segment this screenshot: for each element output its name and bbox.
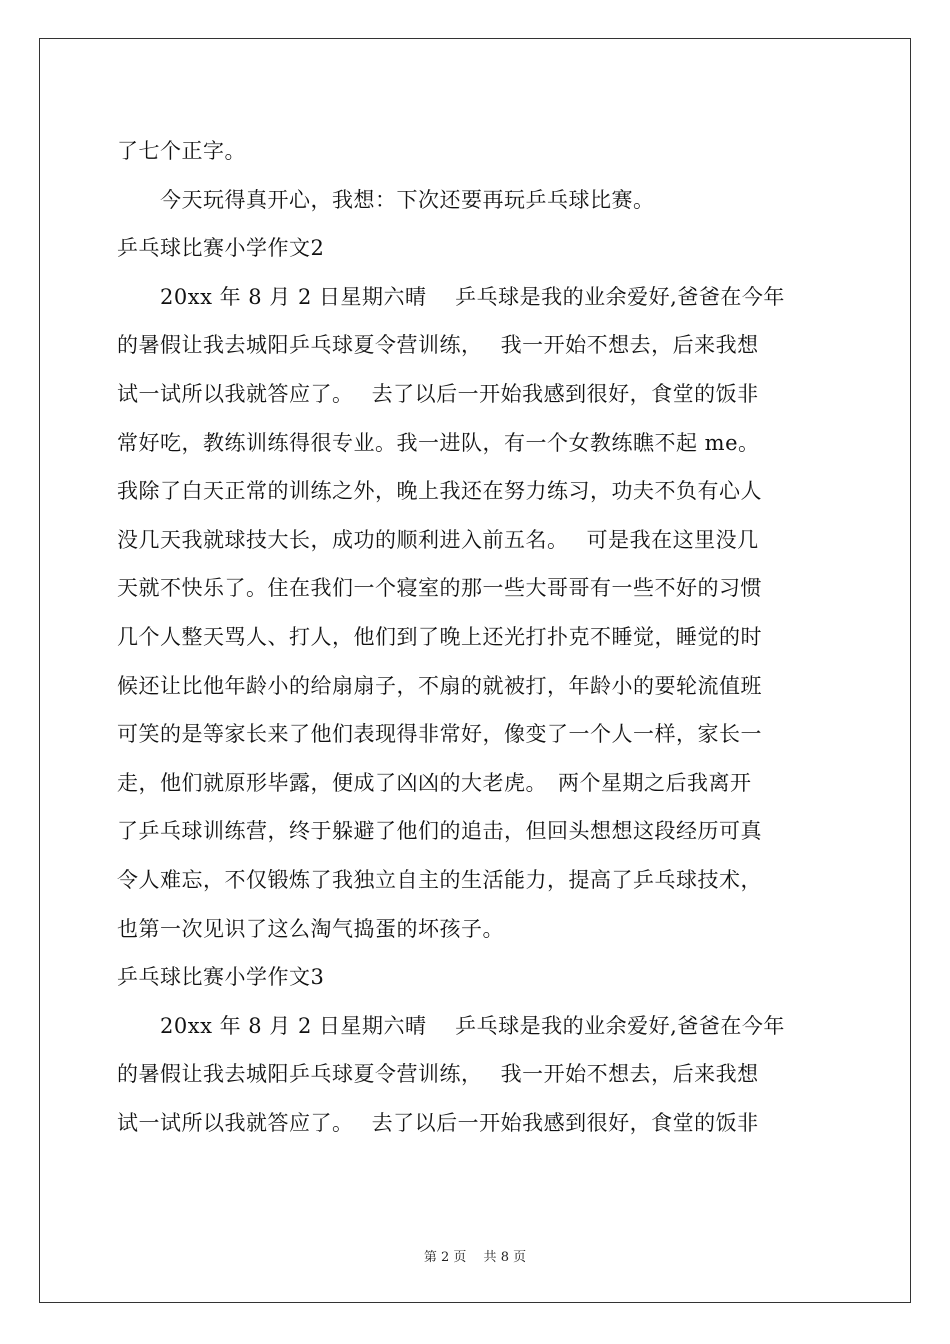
text-line: 几个人整天骂人、打人，他们到了晚上还光打扑克不睡觉，睡觉的时 (117, 624, 762, 649)
text-line: 的暑假让我去城阳乒乓球夏令营训练， 我一开始不想去，后来我想 (117, 333, 759, 358)
text-line: 走，他们就原形毕露，便成了凶凶的大老虎。 两个星期之后我离开 (117, 770, 752, 795)
text-line: 了乒乓球训练营，终于躲避了他们的追击，但回头想想这段经历可真 (117, 819, 762, 844)
text-line: 常好吃，教练训练得很专业。我一进队，有一个女教练瞧不起 me。 (117, 430, 760, 455)
text-line: 可笑的是等家长来了他们表现得非常好，像变了一个人一样，家长一 (117, 722, 762, 747)
text-line: 了七个正字。 (117, 139, 246, 163)
text-line: 没几天我就球技大长，成功的顺利进入前五名。 可是我在这里没几 (117, 527, 759, 552)
text-line: 我除了白天正常的训练之外，晚上我还在努力练习，功夫不负有心人 (117, 479, 762, 504)
text-line: 天就不快乐了。住在我们一个寝室的那一些大哥哥有一些不好的习惯 (117, 576, 762, 601)
page-footer (0, 1246, 950, 1265)
text-line: 的暑假让我去城阳乒乓球夏令营训练， 我一开始不想去，后来我想 (117, 1062, 759, 1087)
section-heading: 乒乓球比赛小学作文2 (117, 236, 325, 261)
document-body (117, 127, 833, 1147)
text-line: 20xx 年 8 月 2 日星期六晴 乒乓球是我的业余爱好,爸爸在今年 (117, 284, 785, 309)
text-line: 试一试所以我就答应了。 去了以后一开始我感到很好，食堂的饭非 (117, 381, 759, 406)
text-line: 令人难忘，不仅锻炼了我独立自主的生活能力，提高了乒乓球技术， (117, 867, 762, 892)
section-heading: 乒乓球比赛小学作文3 (117, 965, 325, 990)
text-line: 试一试所以我就答应了。 去了以后一开始我感到很好，食堂的饭非 (117, 1110, 759, 1135)
text-line: 也第一次见识了这么淘气捣蛋的坏孩子。 (117, 916, 504, 941)
page-number-label: 第 2 页 共 8 页 (423, 1250, 527, 1265)
text-line: 今天玩得真开心，我想：下次还要再玩乒乓球比赛。 (117, 187, 655, 212)
text-line: 20xx 年 8 月 2 日星期六晴 乒乓球是我的业余爱好,爸爸在今年 (117, 1013, 785, 1038)
text-line: 候还让比他年龄小的给扇扇子，不扇的就被打，年龄小的要轮流值班 (117, 673, 762, 698)
